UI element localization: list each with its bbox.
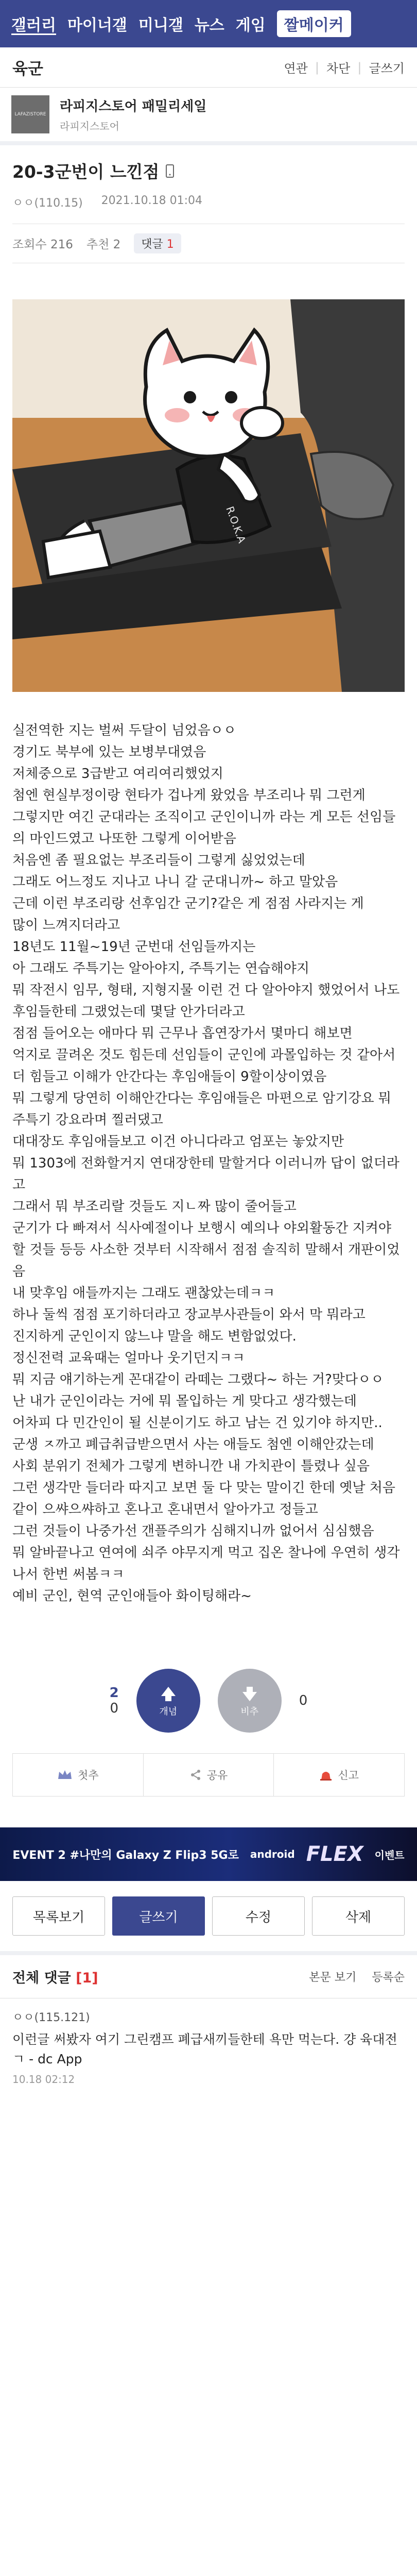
mobile-icon <box>165 164 175 178</box>
comment-label: 댓글 <box>141 238 163 251</box>
write-button[interactable]: 글쓰기 <box>112 1896 205 1936</box>
post-author[interactable]: ㅇㅇ(110.15) <box>12 197 83 210</box>
divider: | <box>357 60 362 75</box>
comment-text: 이런글 써봤자 여기 그린캠프 폐급새끼들한테 욕만 먹는다. 걍 육대전 ㄱ - dc App <box>12 2032 397 2066</box>
body-line: 처음엔 좀 필요없는 부조리들이 그렇게 싫었었는데 <box>12 853 305 868</box>
upvote-button[interactable] <box>136 1669 200 1733</box>
body-line: 하나 둘씩 점점 포기하더라고 장교부사관들이 와서 막 뭐라고 <box>12 1307 366 1323</box>
ad-logo: LAFAZISTORE <box>11 95 49 133</box>
ad-title: 라피지스토어 패밀리세일 <box>60 99 207 114</box>
comment-header-text: 전체 댓글 <box>12 1970 71 1986</box>
ad-text <box>60 96 206 133</box>
body-line: 그렇지만 여긴 군대라는 조직이고 군인이니까 라는 게 모든 선임들의 마인드였고 나또한 그렇게 이어받음 <box>12 809 396 846</box>
body-line: 난 내가 군인이라는 거에 뭐 몰입하는 게 맞다고 생각했는데 <box>12 1394 357 1409</box>
ad-subtitle: 라피지스토어 <box>60 120 119 132</box>
report-label: 신고 <box>338 1769 359 1782</box>
body-line: 경기도 북부에 있는 보병부대였음 <box>12 744 206 760</box>
gallery-title[interactable]: 육군 <box>12 60 43 78</box>
nav-mini-gallery[interactable]: 미니갤 <box>138 16 183 35</box>
vote-area <box>0 1669 417 1733</box>
share-icon <box>189 1769 202 1781</box>
body-line: 그런 것들이 나중가선 갠플주의가 심해지니까 없어서 심심했음 <box>12 1523 374 1539</box>
comment-author[interactable]: ㅇㅇ(115.121) <box>12 2011 90 2024</box>
view-original-button[interactable]: 본문 보기 <box>309 1971 357 1984</box>
share-button[interactable] <box>144 1754 274 1796</box>
body-line: 저체중으로 3급받고 여리여리했었지 <box>12 766 223 782</box>
body-line: 군생 ㅈ까고 폐급취급받으면서 사는 애들도 첨엔 이해안갔는데 <box>12 1437 374 1452</box>
body-line: 근데 이런 부조리랑 선후임간 군기?같은 게 점점 사라지는 게 <box>12 896 364 911</box>
body-line: 어차피 다 민간인이 될 신분이기도 하고 남는 건 있기야 하지만.. <box>12 1415 383 1431</box>
sort-select[interactable]: 등록순 <box>372 1971 405 1984</box>
comment-count: 1 <box>166 238 174 251</box>
gallery-actions <box>284 58 405 76</box>
view-count: 조회수 216 <box>12 238 73 251</box>
body-line: 진지하게 군인이지 않느냐 말을 해도 변함없었다. <box>12 1329 297 1344</box>
list-button[interactable]: 목록보기 <box>12 1896 105 1936</box>
body-line: 군기가 다 빠져서 식사예절이나 보행시 예의나 야외활동간 지켜야 할 것들 등등 사소한 것부터 시작해서 점점 솔직히 말해서 개판이었음 <box>12 1221 400 1279</box>
body-line: 점점 들어오는 애마다 뭐 근무나 흡연장가서 몇마디 해보면 <box>12 1026 353 1041</box>
thumbs-up-icon <box>158 1684 179 1704</box>
galaxy-ad-sub: 이벤트 <box>374 1849 405 1861</box>
body-line: 그런 생각만 들더라 따지고 보면 둘 다 맞는 말이긴 한데 옛날 처음같이 으쌰으쌰하고 혼나고 혼내면서 알아가고 정들고 <box>12 1480 395 1517</box>
post-stats <box>12 224 405 263</box>
galaxy-ad-logo: FLEX <box>306 1842 363 1866</box>
upvote-count: 2 <box>109 1685 119 1701</box>
post-title-text: 20-3군번이 느낀점 <box>12 162 160 182</box>
body-line: 정신전력 교육때는 얼마나 웃기던지ㅋㅋ <box>12 1350 245 1366</box>
post-title <box>12 159 405 183</box>
body-line: 뭐 알바끝나고 연여에 쇠주 야무지게 먹고 집온 찰나에 우연히 생각나서 한번 써봄ㅋㅋ <box>12 1545 400 1582</box>
divider: | <box>315 60 319 75</box>
siren-icon <box>319 1769 333 1781</box>
downvote-label: 비추 <box>240 1706 259 1717</box>
comment-count-badge[interactable] <box>134 233 181 253</box>
comment-item <box>0 1998 417 2096</box>
galaxy-ad-banner[interactable] <box>0 1827 417 1881</box>
nav-gallery[interactable]: 갤러리 <box>11 16 56 35</box>
comment-header-count: [1] <box>76 1970 98 1986</box>
post-meta <box>12 194 405 224</box>
delete-button[interactable]: 삭제 <box>312 1896 405 1936</box>
write-button-top[interactable]: 글쓰기 <box>369 61 405 76</box>
ad-banner[interactable] <box>0 88 417 145</box>
comment-header-controls <box>309 1969 405 1985</box>
share-label: 공유 <box>206 1769 228 1782</box>
report-button[interactable] <box>274 1754 404 1796</box>
post-header <box>0 145 417 263</box>
comment-header-label <box>12 1967 98 1987</box>
nav-meme-maker[interactable]: 짤메이커 <box>277 10 351 37</box>
body-line: 그래서 뭐 부조리랄 것들도 지ㄴ짜 많이 줄어들고 <box>12 1199 297 1214</box>
body-line: 18년도 11월~19년 군번대 선임들까지는 <box>12 939 256 955</box>
comment-header <box>0 1951 417 1998</box>
nav-minor-gallery[interactable]: 마이너갤 <box>67 16 127 35</box>
post-button-row <box>0 1881 417 1951</box>
comment-date: 10.18 02:12 <box>12 2073 75 2086</box>
downvote-count: 0 <box>299 1693 308 1708</box>
body-line: 사회 분위기 전체가 그렇게 변하니깐 내 가치관이 틀렸나 싶음 <box>12 1459 370 1474</box>
body-line: 뭐 그렇게 당연히 이해안간다는 후임애들은 마편으로 암기강요 뭐 주특기 강요라며 찔러댔고 <box>12 1091 396 1128</box>
nav-game[interactable]: 게임 <box>235 16 266 35</box>
galaxy-ad-event: EVENT 2 #나만의 Galaxy Z Flip3 5G로 <box>12 1849 239 1862</box>
top-nav <box>0 0 417 47</box>
body-line: 뭐 작전시 임무, 형태, 지형지물 이런 건 다 알아야지 했었어서 나도 후임들한테 그랬었는데 몇달 안가더라고 <box>12 982 404 1020</box>
block-button[interactable]: 차단 <box>326 61 351 76</box>
upvote-sub-count: 0 <box>110 1701 118 1716</box>
body-line: 첨엔 현실부정이랑 현타가 겁나게 왔었음 부조리나 뭐 그런게 <box>12 788 366 803</box>
related-button[interactable]: 연관 <box>284 61 308 76</box>
body-line: 예비 군인, 현역 군인애들아 화이팅해라~ <box>12 1588 252 1604</box>
first-recommend-button[interactable] <box>13 1754 144 1796</box>
body-line: 실전역한 지는 벌써 두달이 넘었음ㅇㅇ <box>12 723 236 738</box>
upvote-label: 개념 <box>159 1706 178 1717</box>
post-action-row <box>12 1753 405 1797</box>
recommend-count: 추천 2 <box>86 238 121 251</box>
thumbs-down-icon <box>239 1684 260 1704</box>
nav-news[interactable]: 뉴스 <box>194 16 224 35</box>
gallery-header <box>0 47 417 88</box>
body-line: 뭐 1303에 전화할거지 연대장한테 말할거다 이러니까 답이 없더라고 <box>12 1156 399 1193</box>
post-date: 2021.10.18 01:04 <box>101 194 203 207</box>
post-image[interactable] <box>12 299 405 692</box>
shirt-text: R.O.K.A <box>223 504 249 545</box>
upvote-count-box <box>110 1685 119 1716</box>
body-line: 대대장도 후임애들보고 이건 아니다라고 엄포는 놓았지만 <box>12 1134 344 1149</box>
body-line: 억지로 끌려온 것도 힘든데 선임들이 군인에 과몰입하는 것 같아서 더 힘들고 이해가 안간다는 후임애들이 9할이상이였음 <box>12 1047 400 1084</box>
crown-icon <box>57 1769 73 1781</box>
galaxy-ad-brand: android <box>250 1848 295 1860</box>
body-line: 내 맞후임 애들까지는 그래도 괜찮았는데ㅋㅋ <box>12 1285 275 1301</box>
body-line: 아 그래도 주특기는 알아야지, 주특기는 연습해야지 <box>12 961 310 976</box>
edit-button[interactable]: 수정 <box>212 1896 305 1936</box>
body-line: 뭐 지금 얘기하는게 꼰대같이 라떼는 그랬다~ 하는 거?맞다ㅇㅇ <box>12 1372 384 1387</box>
post-body <box>0 694 417 1607</box>
downvote-button[interactable] <box>218 1669 282 1733</box>
body-line: 많이 느껴지더라고 <box>12 918 120 933</box>
body-line: 그래도 어느정도 지나고 나니 갈 군대니까~ 하고 말았음 <box>12 874 338 890</box>
first-recommend-label: 첫추 <box>78 1769 99 1782</box>
